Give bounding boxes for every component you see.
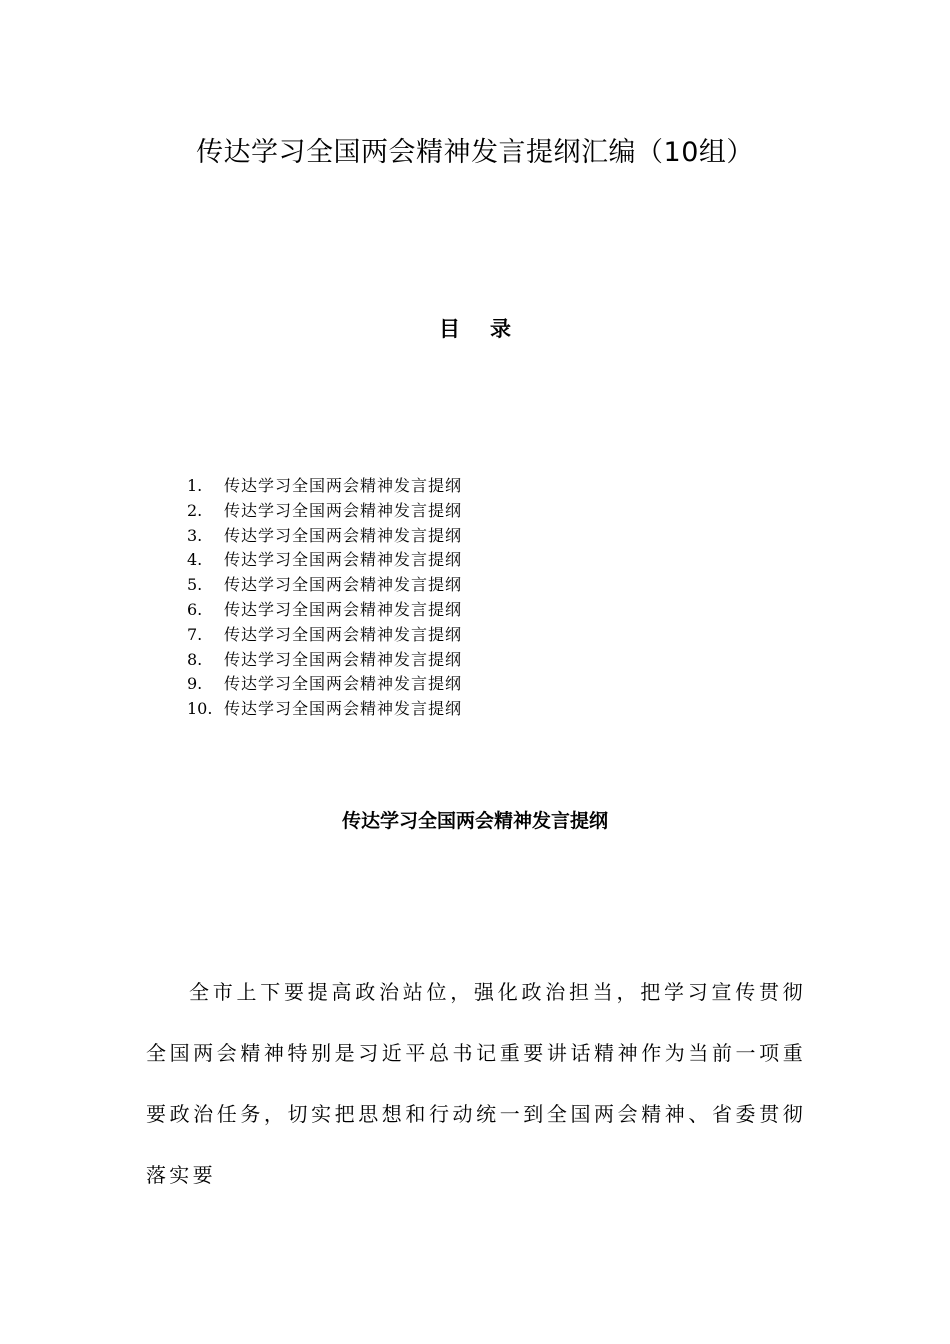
toc-item-text: 传达学习全国两会精神发言提纲 <box>224 575 463 595</box>
toc-item[interactable] <box>187 499 462 524</box>
toc-list <box>187 474 462 722</box>
document-title: 传达学习全国两会精神发言提纲汇编（10组） <box>196 137 754 168</box>
toc-item[interactable] <box>187 598 462 623</box>
toc-item-number: 10. <box>187 699 213 719</box>
toc-item[interactable] <box>187 548 462 573</box>
toc-item-text: 传达学习全国两会精神发言提纲 <box>224 624 463 644</box>
body-paragraph: 全市上下要提高政治站位，强化政治担当，把学习宣传贯彻全国两会精神特别是习近平总书记重要讲话精神作为当前一项重要政治任务，切实把思想和行动统一到全国两会精神、省委贯彻落实要 <box>146 980 806 1187</box>
toc-heading-part2: 录 <box>490 317 511 341</box>
toc-item[interactable] <box>187 672 462 697</box>
toc-item-text: 传达学习全国两会精神发言提纲 <box>224 599 463 619</box>
toc-item-text: 传达学习全国两会精神发言提纲 <box>224 699 463 719</box>
toc-item-number: 9. <box>187 674 203 694</box>
toc-item-number: 8. <box>187 649 203 669</box>
toc-item-text: 传达学习全国两会精神发言提纲 <box>224 550 463 570</box>
toc-item[interactable] <box>187 524 462 549</box>
toc-item-number: 2. <box>187 500 203 520</box>
toc-item-text: 传达学习全国两会精神发言提纲 <box>224 674 463 694</box>
toc-item[interactable] <box>187 573 462 598</box>
toc-item[interactable] <box>187 623 462 648</box>
toc-item-text: 传达学习全国两会精神发言提纲 <box>224 500 463 520</box>
toc-item-text: 传达学习全国两会精神发言提纲 <box>224 525 463 545</box>
toc-item-number: 7. <box>187 624 203 644</box>
toc-item-number: 4. <box>187 550 203 570</box>
toc-item[interactable] <box>187 697 462 722</box>
toc-item-number: 3. <box>187 525 203 545</box>
toc-item[interactable] <box>187 474 462 499</box>
toc-item-number: 6. <box>187 599 203 619</box>
toc-item-number: 1. <box>187 476 203 495</box>
toc-item-number: 5. <box>187 575 203 595</box>
toc-item-text: 传达学习全国两会精神发言提纲 <box>224 649 463 669</box>
toc-heading-part1: 目 <box>439 317 460 341</box>
toc-heading <box>0 312 950 346</box>
section-title: 传达学习全国两会精神发言提纲 <box>341 810 608 832</box>
toc-item-text: 传达学习全国两会精神发言提纲 <box>224 476 463 495</box>
toc-item[interactable] <box>187 648 462 673</box>
